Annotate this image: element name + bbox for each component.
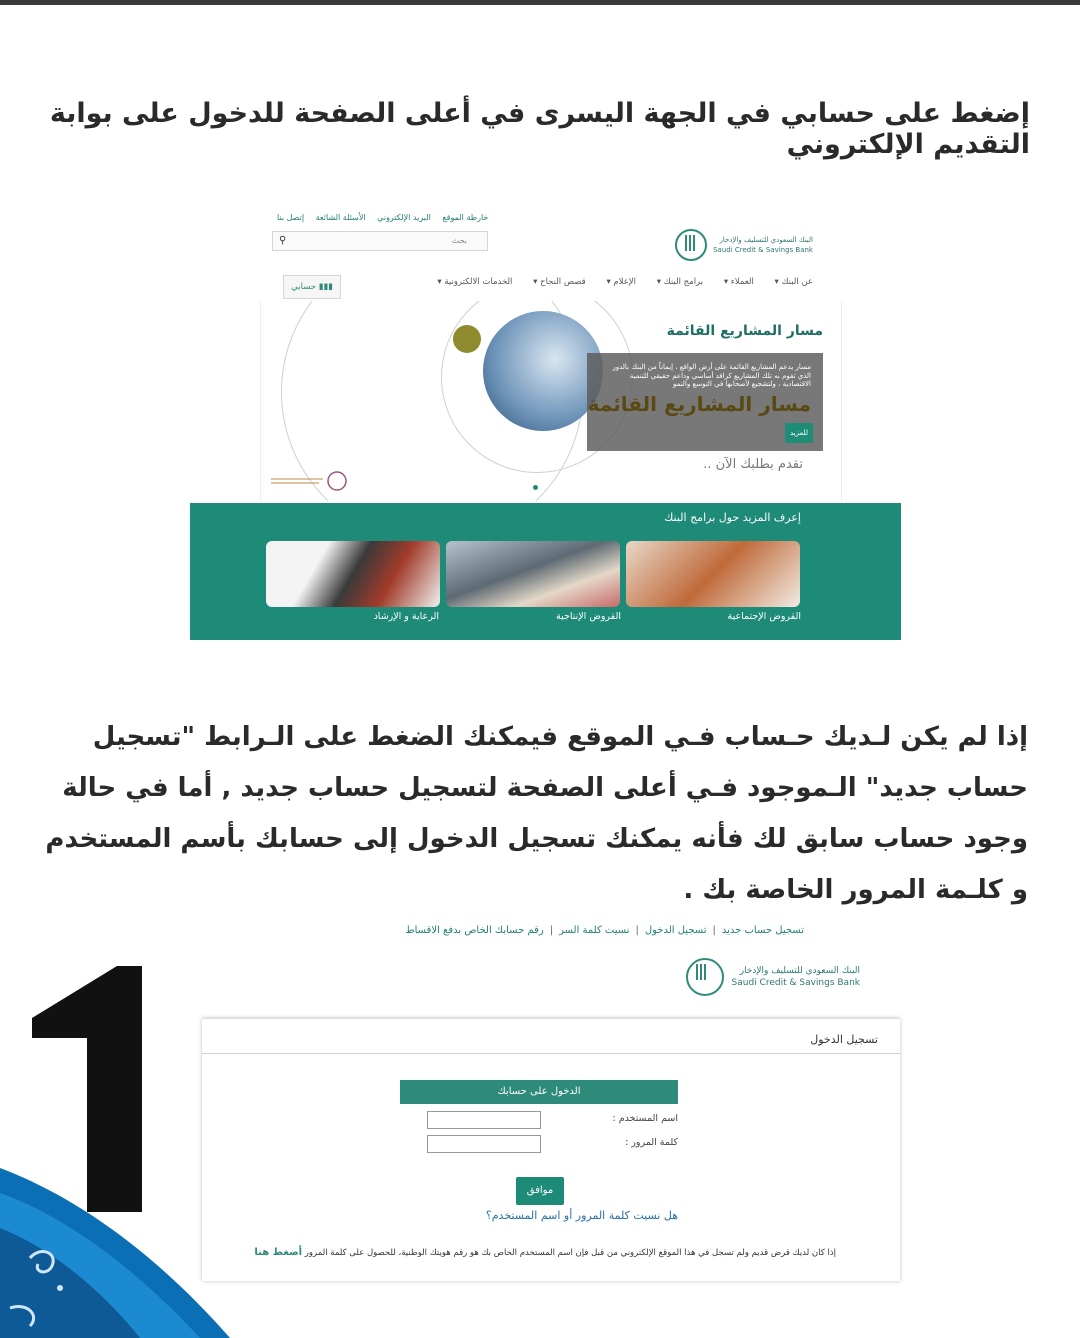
separator: |	[549, 925, 554, 936]
instruction-paragraph-2: إذا لم يكن لـديك حـساب فـي الموقع فيمكنك الضغط على الـرابط "تسجيل حساب جديد" الـموجود فـي أعلى الصفحة لتسجيل حساب جديد , أما في حالة وجود حساب سابق لك فأنه يمكنك تسجيل الدخول إلى حسابك بأسم المستخدم و كلـمة المرور الخاصة بك .	[45, 722, 1028, 905]
programs-section	[190, 503, 901, 640]
legacy-loan-note	[254, 1247, 836, 1258]
link-login[interactable]: تسجيل الدخول	[644, 925, 707, 936]
apply-text: تقدم بطلبك الآن ..	[703, 457, 803, 472]
panel-title: تسجيل الدخول	[810, 1033, 878, 1046]
link-installment-account[interactable]: رقم حسابك الخاص بدفع الاقساط	[405, 925, 544, 936]
overlay-text: مسار يدعم المشاريع القائمة على أرض الواقع ، إيماناً من البنك بالدور الذي تقوم به تلك المشاريع كرافد أساسي وداعم حقيقي للتنمية الاقتصادية ، ولتشجيع لأصحابها في التوسع والنمو	[612, 363, 811, 388]
nav-customers[interactable]: العملاء ▾	[723, 277, 754, 287]
bars-icon: ▮▮▮	[318, 282, 333, 292]
nav-eservices[interactable]: الخدمات الالكترونية ▾	[437, 277, 513, 287]
program-card-social[interactable]	[626, 541, 800, 607]
my-account-label: حسابي	[291, 282, 317, 292]
bank-logo[interactable]	[686, 958, 860, 996]
main-nav	[419, 277, 813, 287]
logo-text	[732, 965, 860, 989]
password-label: كلمة المرور :	[625, 1137, 678, 1148]
nav-success[interactable]: قصص النجاح ▾	[533, 277, 586, 287]
submit-button[interactable]: موافق	[516, 1177, 564, 1205]
login-panel	[202, 1018, 900, 1281]
search-icon[interactable]: ⚲	[279, 235, 287, 246]
slider-dot[interactable]	[533, 485, 538, 490]
util-link-faq[interactable]: الأسئلة الشائعة	[315, 213, 366, 222]
util-link-contact[interactable]: إتصل بنا	[277, 213, 305, 222]
program-card-productive[interactable]	[446, 541, 620, 607]
hero-banner[interactable]	[260, 301, 842, 501]
logo-text-ar: البنك السعودي للتسليف والإدخار	[719, 236, 813, 244]
link-register[interactable]: تسجيل حساب جديد	[721, 925, 804, 936]
instruction-heading-1: إضغط على حسابي في الجهة اليسرى في أعلى الصفحة للدخول على بوابة التقديم الإلكتروني	[49, 98, 1030, 160]
programs-title: إعرف المزيد حول برامج البنك	[664, 511, 801, 524]
nav-media[interactable]: الإعلام ▾	[606, 277, 637, 287]
bank-logo[interactable]	[675, 229, 813, 261]
overlay-title: مسار المشاريع القائمة	[587, 392, 811, 416]
banner-photo	[483, 311, 603, 431]
search-input[interactable]	[272, 231, 488, 251]
banner-title: مسار المشاريع القائمة	[666, 323, 823, 339]
card-label-guidance[interactable]: الرعاية و الإرشاد	[373, 611, 439, 622]
logo-text-ar: البنك السعودي للتسليف والإدخار	[739, 966, 860, 976]
separator: |	[635, 925, 639, 936]
card-label-social[interactable]: القروض الإجتماعية	[727, 611, 801, 622]
card-label-productive[interactable]: القروض الإنتاجية	[556, 611, 621, 622]
divider	[202, 1053, 900, 1054]
program-card-guidance[interactable]	[266, 541, 440, 607]
top-border	[0, 0, 1080, 5]
click-here-link[interactable]: أضغط هنا	[254, 1247, 303, 1258]
logo-text-en: Saudi Credit & Savings Bank	[713, 246, 813, 254]
login-screenshot	[200, 920, 900, 1280]
step-number: 1	[22, 958, 23, 959]
more-button[interactable]: للمزيد	[785, 423, 813, 443]
util-link-email[interactable]: البريد الإلكتروني	[377, 213, 431, 222]
my-account-button[interactable]	[283, 275, 341, 299]
utility-links	[268, 213, 488, 222]
separator: |	[712, 925, 716, 936]
nav-about[interactable]: عن البنك ▾	[774, 277, 813, 287]
account-links	[405, 925, 804, 936]
util-link-sitemap[interactable]: خارطة الموقع	[442, 213, 489, 222]
decor-circle	[453, 325, 481, 353]
link-forgot-password[interactable]: نسيت كلمة السر	[559, 925, 630, 936]
banner-overlay	[587, 353, 823, 451]
logo-text	[713, 235, 813, 255]
decorative-wave	[0, 1138, 260, 1338]
homepage-screenshot	[190, 205, 901, 645]
username-label: اسم المستخدم :	[612, 1113, 678, 1124]
nav-programs[interactable]: برامج البنك ▾	[656, 277, 704, 287]
login-form-header: الدخول على حسابك	[400, 1080, 678, 1104]
partner-logo	[269, 469, 339, 489]
logo-mark-icon	[686, 958, 724, 996]
logo-mark-icon	[675, 229, 707, 261]
search-placeholder: بحث	[451, 236, 467, 245]
logo-text-en: Saudi Credit & Savings Bank	[731, 978, 860, 988]
note-text: إذا كان لديك قرض قديم ولم تسجل في هذا الموقع الإلكتروني من قبل فإن اسم المستخدم الخاص بك هو رقم هويتك الوطنية، للحصول على كلمة المرور	[304, 1248, 836, 1258]
username-field[interactable]	[427, 1111, 541, 1129]
password-field[interactable]	[427, 1135, 541, 1153]
forgot-credentials-link[interactable]: هل نسيت كلمة المرور أو اسم المستخدم؟	[485, 1209, 678, 1222]
